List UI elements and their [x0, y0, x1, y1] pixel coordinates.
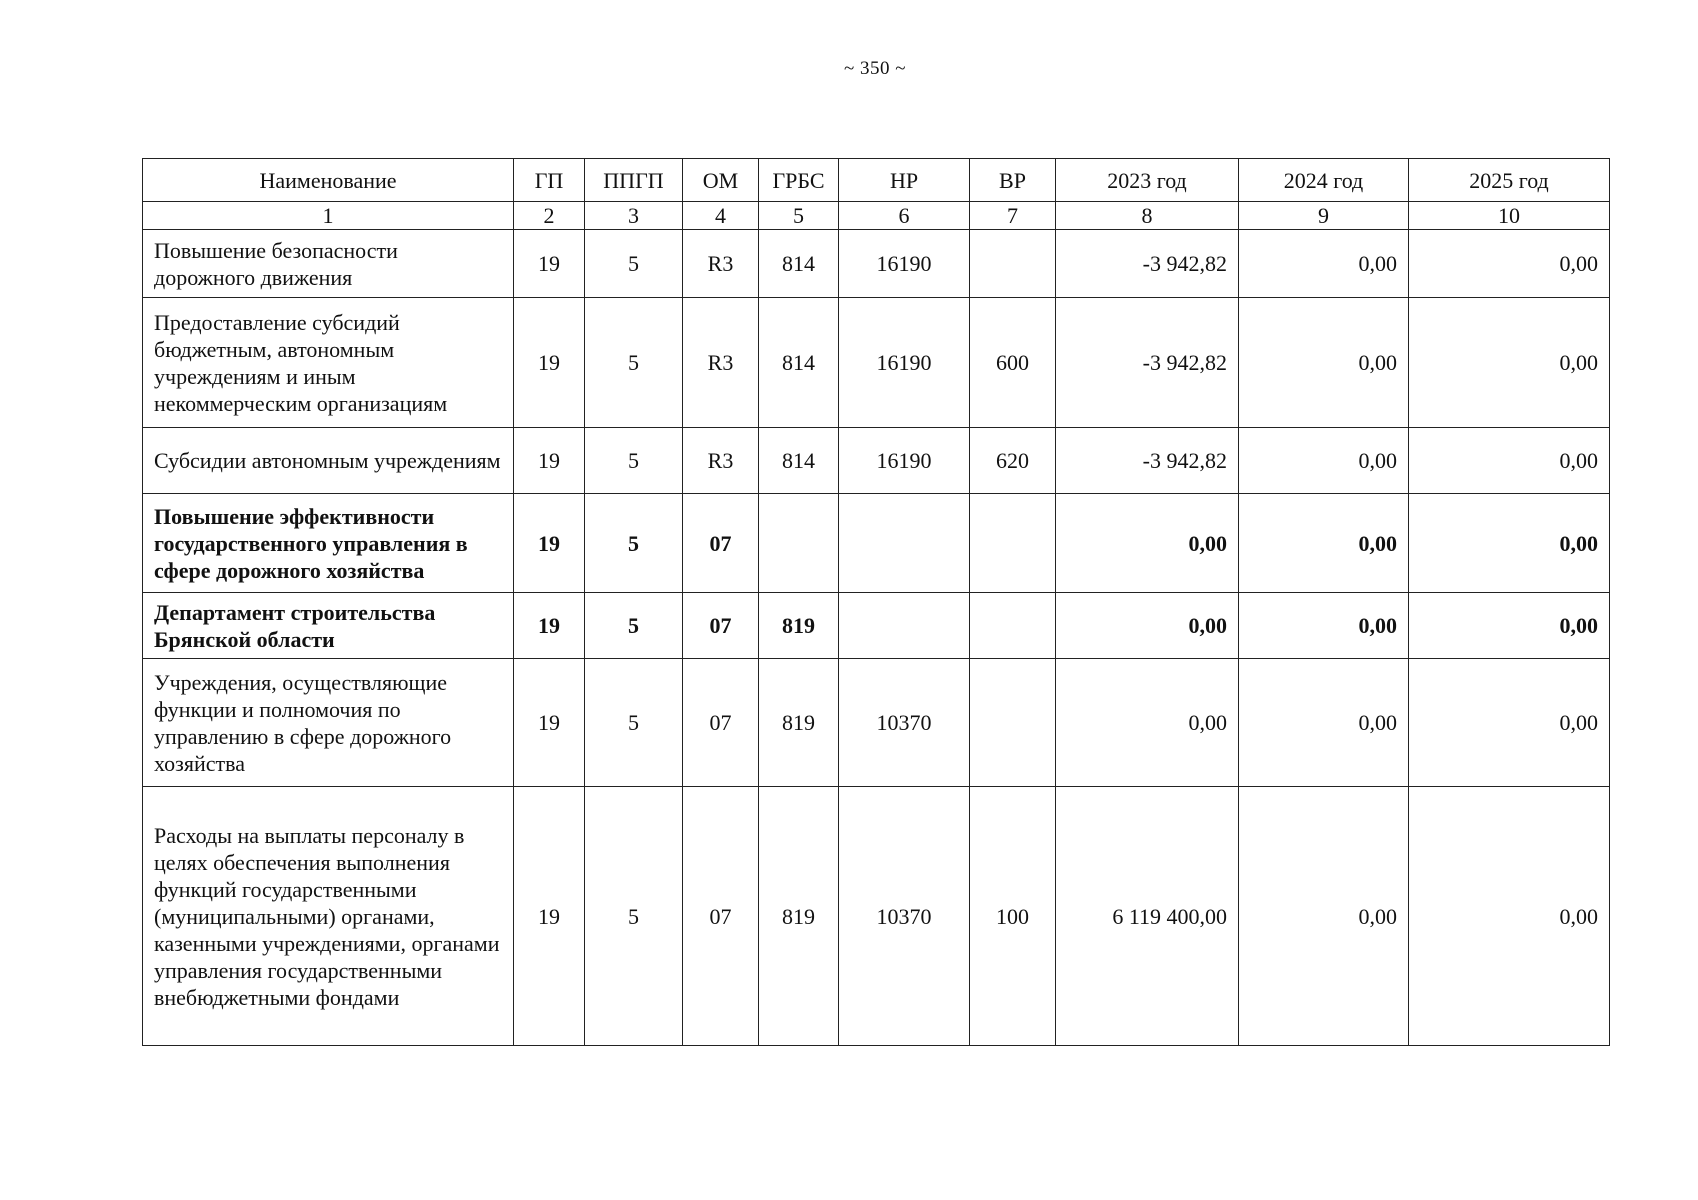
header-ppgp: ППГП [585, 159, 683, 202]
cell-grbs: 819 [759, 787, 839, 1046]
column-number: 9 [1239, 202, 1409, 230]
row-name: Повышение безопасности дорожного движения [143, 230, 514, 298]
cell-2025: 0,00 [1409, 659, 1610, 787]
header-2024: 2024 год [1239, 159, 1409, 202]
column-number: 5 [759, 202, 839, 230]
column-number: 3 [585, 202, 683, 230]
row-name: Расходы на выплаты персоналу в целях обеспечения выполнения функций государственными (муниципальными) органами, казенными учреждениями, органами управления государственными внебюджетными фондами [143, 787, 514, 1046]
cell-2024: 0,00 [1239, 428, 1409, 494]
cell-gp: 19 [514, 787, 585, 1046]
cell-gp: 19 [514, 593, 585, 659]
cell-ppgp: 5 [585, 593, 683, 659]
header-2025: 2025 год [1409, 159, 1610, 202]
cell-2024: 0,00 [1239, 298, 1409, 428]
cell-2023: -3 942,82 [1056, 230, 1239, 298]
cell-2025: 0,00 [1409, 428, 1610, 494]
table-row [143, 593, 1610, 659]
cell-grbs: 814 [759, 298, 839, 428]
cell-ppgp: 5 [585, 428, 683, 494]
cell-2024: 0,00 [1239, 787, 1409, 1046]
cell-om: 07 [683, 659, 759, 787]
cell-gp: 19 [514, 659, 585, 787]
cell-om: 07 [683, 787, 759, 1046]
cell-grbs [759, 494, 839, 593]
page-number: ~ 350 ~ [843, 58, 907, 79]
cell-nr: 16190 [839, 230, 970, 298]
cell-gp: 19 [514, 428, 585, 494]
cell-nr [839, 494, 970, 593]
cell-2023: -3 942,82 [1056, 428, 1239, 494]
cell-vr [970, 230, 1056, 298]
cell-nr [839, 593, 970, 659]
cell-2024: 0,00 [1239, 593, 1409, 659]
header-vr: ВР [970, 159, 1056, 202]
header-row [143, 159, 1610, 202]
cell-vr: 100 [970, 787, 1056, 1046]
column-number-row [143, 202, 1610, 230]
column-number: 8 [1056, 202, 1239, 230]
cell-grbs: 814 [759, 428, 839, 494]
row-name: Учреждения, осуществляющие функции и полномочия по управлению в сфере дорожного хозяйства [143, 659, 514, 787]
cell-2024: 0,00 [1239, 494, 1409, 593]
header-2023: 2023 год [1056, 159, 1239, 202]
header-gp: ГП [514, 159, 585, 202]
column-number: 2 [514, 202, 585, 230]
header-name: Наименование [143, 159, 514, 202]
cell-vr: 600 [970, 298, 1056, 428]
cell-ppgp: 5 [585, 298, 683, 428]
cell-2024: 0,00 [1239, 659, 1409, 787]
cell-grbs: 819 [759, 659, 839, 787]
column-number: 7 [970, 202, 1056, 230]
table-row [143, 428, 1610, 494]
cell-2023: 6 119 400,00 [1056, 787, 1239, 1046]
cell-grbs: 819 [759, 593, 839, 659]
header-om: ОМ [683, 159, 759, 202]
row-name: Субсидии автономным учреждениям [143, 428, 514, 494]
cell-nr: 10370 [839, 787, 970, 1046]
table-row [143, 787, 1610, 1046]
cell-ppgp: 5 [585, 787, 683, 1046]
cell-2023: 0,00 [1056, 659, 1239, 787]
cell-2025: 0,00 [1409, 787, 1610, 1046]
cell-om: R3 [683, 230, 759, 298]
cell-2023: 0,00 [1056, 494, 1239, 593]
cell-gp: 19 [514, 494, 585, 593]
cell-om: 07 [683, 593, 759, 659]
column-number: 6 [839, 202, 970, 230]
header-grbs: ГРБС [759, 159, 839, 202]
cell-gp: 19 [514, 298, 585, 428]
column-number: 10 [1409, 202, 1610, 230]
cell-nr: 10370 [839, 659, 970, 787]
cell-2023: -3 942,82 [1056, 298, 1239, 428]
cell-2025: 0,00 [1409, 298, 1610, 428]
row-name: Повышение эффективности государственного управления в сфере дорожного хозяйства [143, 494, 514, 593]
cell-2025: 0,00 [1409, 494, 1610, 593]
table-row [143, 230, 1610, 298]
cell-ppgp: 5 [585, 230, 683, 298]
table-row [143, 659, 1610, 787]
cell-grbs: 814 [759, 230, 839, 298]
cell-om: R3 [683, 428, 759, 494]
table-row [143, 494, 1610, 593]
cell-nr: 16190 [839, 298, 970, 428]
column-number: 1 [143, 202, 514, 230]
cell-gp: 19 [514, 230, 585, 298]
row-name: Департамент строительства Брянской области [143, 593, 514, 659]
cell-ppgp: 5 [585, 494, 683, 593]
cell-2023: 0,00 [1056, 593, 1239, 659]
row-name: Предоставление субсидий бюджетным, автономным учреждениям и иным некоммерческим организациям [143, 298, 514, 428]
cell-vr [970, 593, 1056, 659]
cell-vr [970, 659, 1056, 787]
cell-2025: 0,00 [1409, 593, 1610, 659]
cell-vr [970, 494, 1056, 593]
cell-om: R3 [683, 298, 759, 428]
cell-vr: 620 [970, 428, 1056, 494]
cell-om: 07 [683, 494, 759, 593]
budget-table [142, 158, 1610, 1046]
header-nr: НР [839, 159, 970, 202]
table-row [143, 298, 1610, 428]
cell-2025: 0,00 [1409, 230, 1610, 298]
cell-nr: 16190 [839, 428, 970, 494]
column-number: 4 [683, 202, 759, 230]
cell-ppgp: 5 [585, 659, 683, 787]
cell-2024: 0,00 [1239, 230, 1409, 298]
